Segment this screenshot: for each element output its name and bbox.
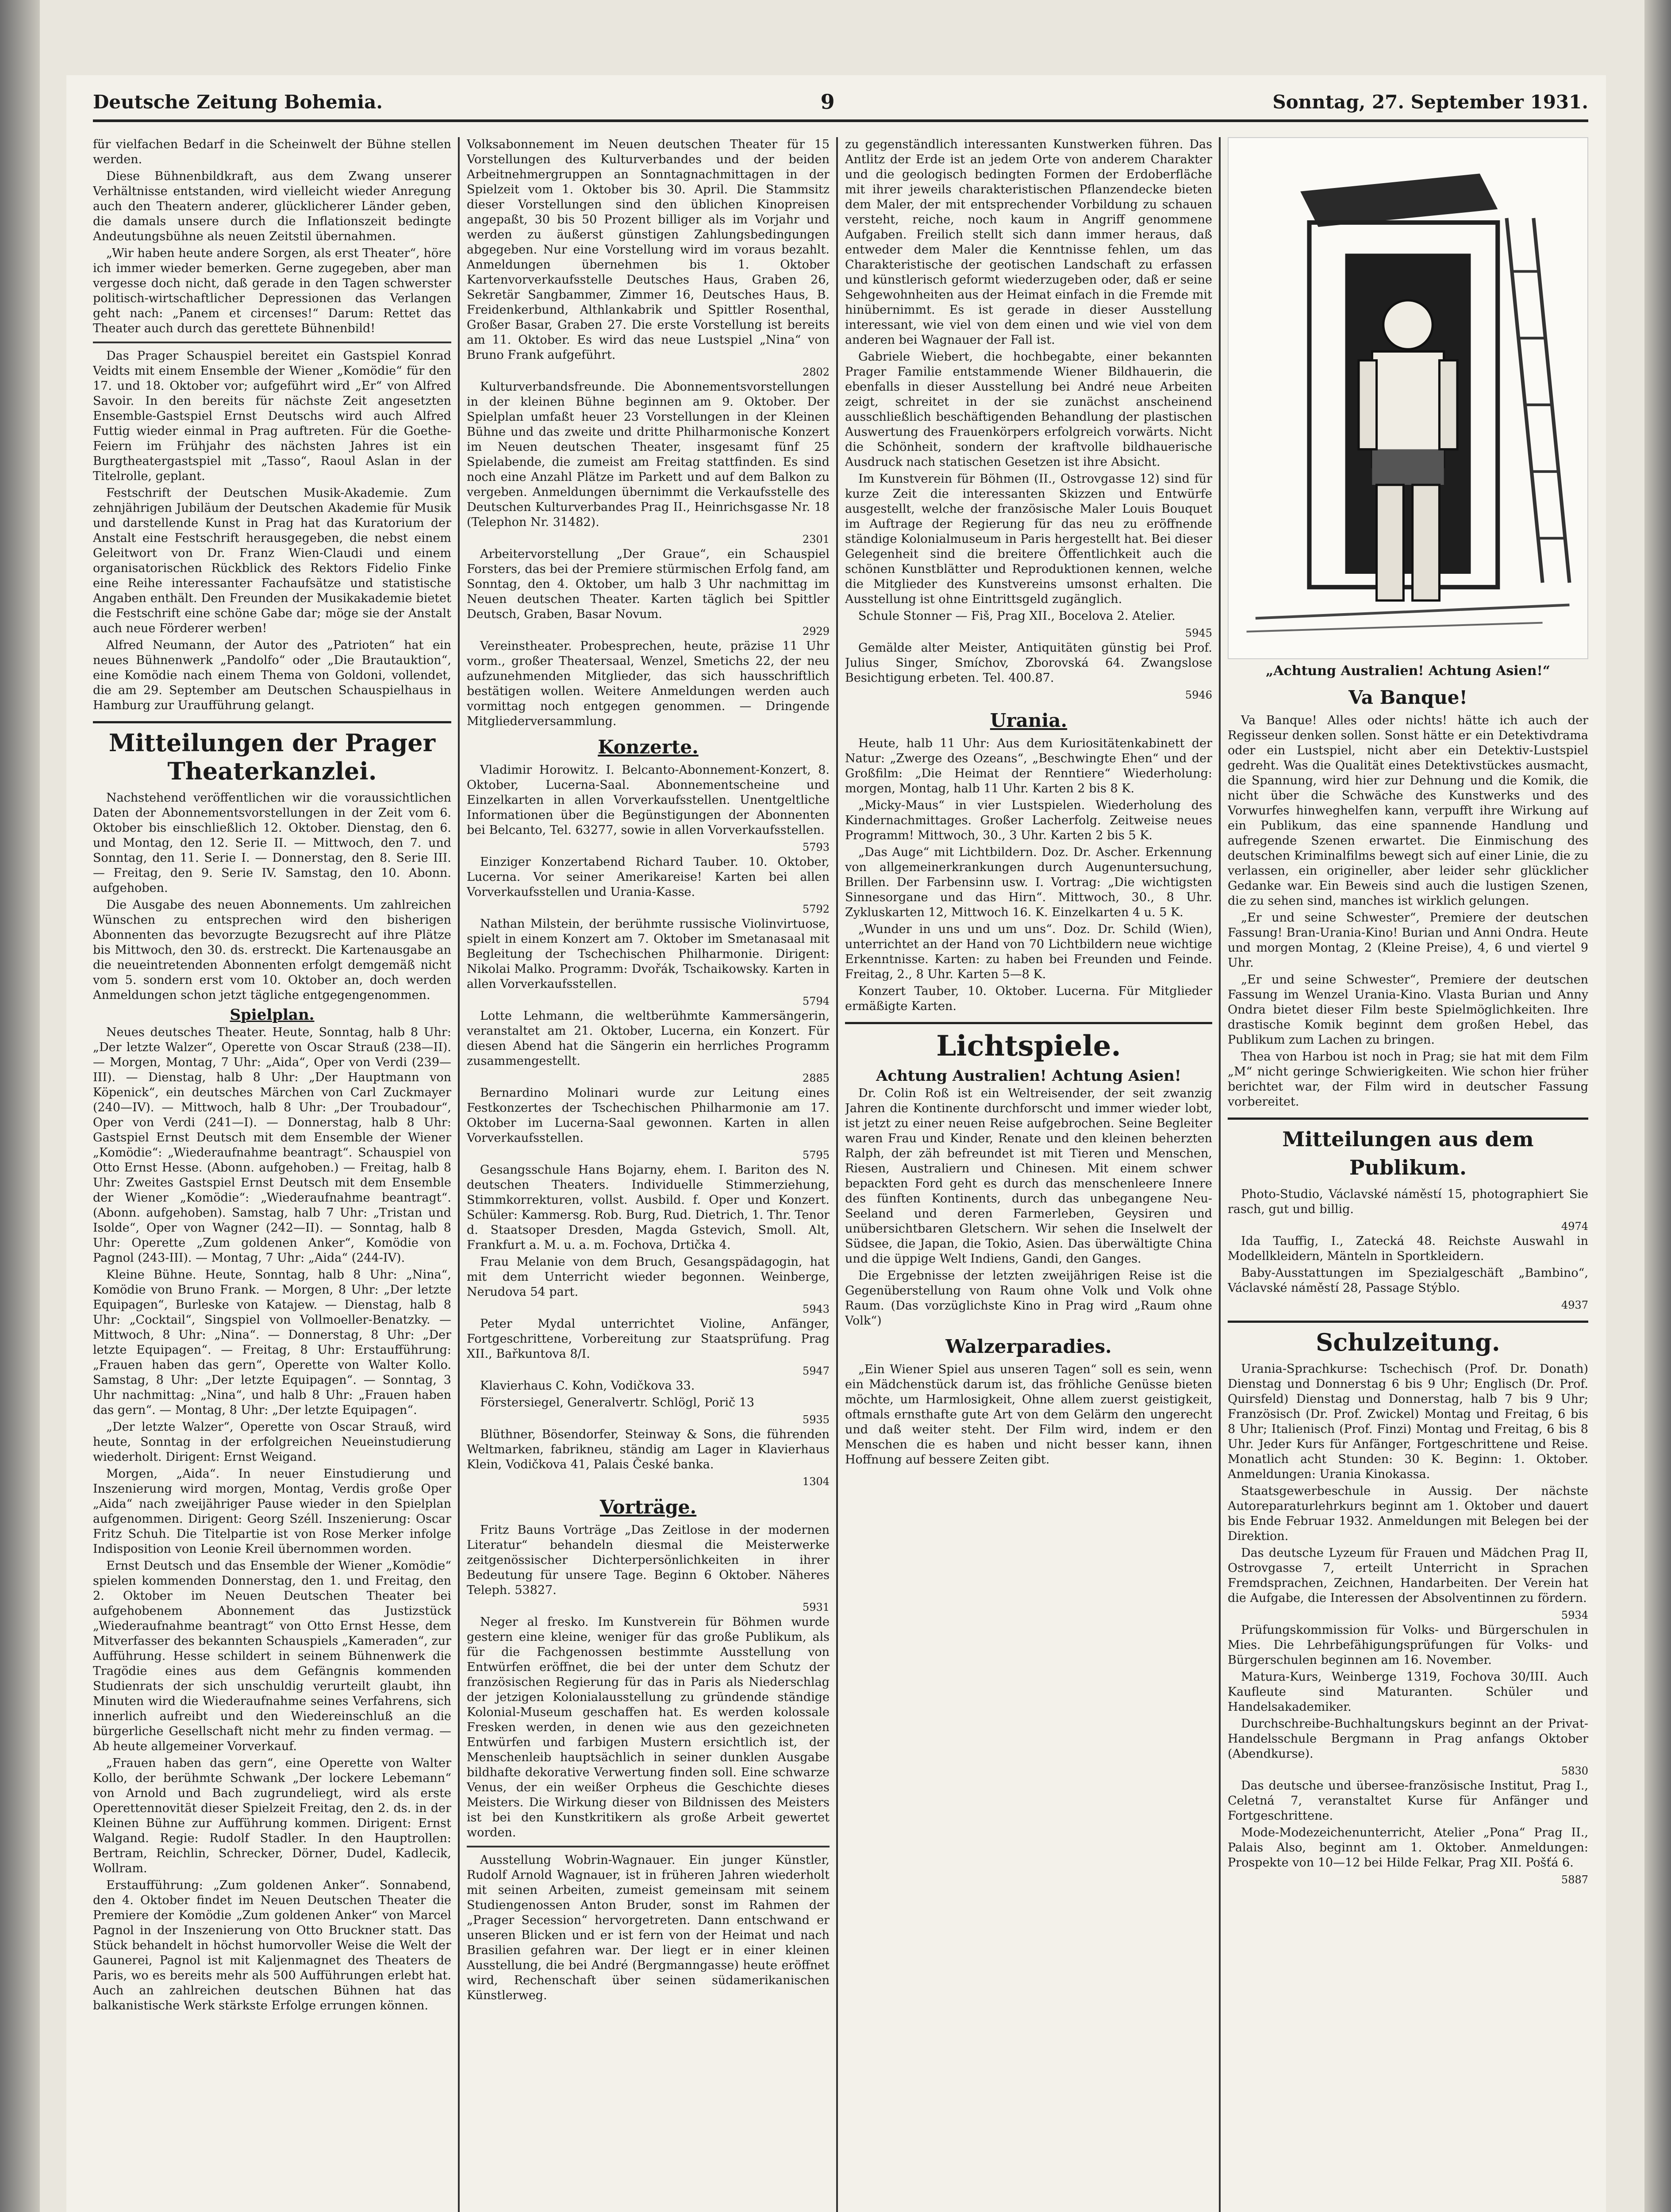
column-rule [836, 137, 838, 2212]
ad-number: 5794 [802, 995, 830, 1007]
issue-date: Sonntag, 27. September 1931. [1272, 91, 1588, 113]
ad-ida-tauffig: Ida Tauffig, I., Zatecká 48. Reichste Auswahl in Modellkleidern, Mänteln in Sportkleidern. [1228, 1234, 1588, 1263]
notice-aida: Morgen, „Aida“. In neuer Einstudierung und Inszenierung wird morgen, Montag, Verdis große Oper „Aida“ nach zweijähriger Pause wieder in den Spielplan aufgenommen. Dirigent: Georg Széll. Inszenierung: Oscar Fritz Schuh. Die Titelpartie ist von Rose Merker infolge Indisposition von Leonie Kreil übernommen worden. [93, 1467, 451, 1556]
scan-edge-left [0, 0, 40, 2212]
notice-er-und-schwester-1: „Er und seine Schwester“, Premiere der deutschen Fassung! Bran-Urania-Kino! Burian und Anni Ondra. Heute und morgen Montag, 2 (Kleine Preise), 4, 6 und viertel 9 Uhr. [1228, 911, 1588, 970]
notice-modezeichen: Mode-Modezeichenunterricht, Atelier „Pona“ Prag II., Palais Also, beginnt am 1. Oktober. Anmeldungen: Prospekte von 10—12 bei Hilde Felkar, Prag XII. Pošťá 6. [1228, 1826, 1588, 1870]
article-text: zu gegenständlich interessanten Kunstwerken führen. Das Antlitz der Erde ist an jedem Orte von anderem Charakter und die geologisch bedingten Formen der Erdoberfläche mit ihrer jeweils charakteristischen Pflanzendecke bieten dem Maler, der mit entsprechender Vorbildung zu schauen versteht, reiche, noch kaum in Angriff genommene Aufgaben. Freilich stellt sich dann immer heraus, daß entweder dem Maler die Kenntnisse fehlen, um das Charakteristische der geotischen Landschaft zu erfassen und künstlerisch geformt wiederzugeben oder, daß er seine Sehgewohnheiten aus der Heimat einfach in die Fremde mit hinübernimmt. Es ist gerade in dieser Ausstellung interessant, wie viel von dem einen und wie viel von dem anderen bei Wagnauer der Fall ist. [845, 138, 1212, 347]
spielplan-kleine-buehne: Kleine Bühne. Heute, Sonntag, halb 8 Uhr: „Nina“, Komödie von Bruno Frank. — Morgen, 8 Uhr: „Der letzte Equipagen“, Burleske von Katajew. — Dienstag, halb 8 Uhr: „Cocktail“, Singspiel von Vollmoeller-Benatzky. — Mittwoch, 8 Uhr: „Nina“. — Donnerstag, 8 Uhr: „Der letzte Equipagen“. — Freitag, 8 Uhr: Erstaufführung: „Frauen haben das gern“, Operette von Walter Kollo. Samstag, 8 Uhr: „Der letzte Equipagen“. — Sonntag, 3 Uhr nachmittag: „Nina“, und halb 8 Uhr: „Frauen haben das gern“. — Montag, 8 Uhr: „Der letzte Equipagen“. [93, 1268, 451, 1417]
illustration-caption: „Achtung Australien! Achtung Asien!“ [1265, 663, 1551, 679]
ad-number: 5947 [802, 1365, 830, 1377]
ad-number: 4974 [1561, 1220, 1588, 1233]
notice-arbeitervorstellung: Arbeitervorstellung „Der Graue“, ein Schauspiel Forsters, das bei der Premiere stürmischen Erfolg fand, am Sonntag, den 4. Oktober, um halb 3 Uhr nachmittag im Neuen deutschen Theater. Karten täglich bei Spittler Deutsch, Graben, Basar Novum. [467, 547, 830, 621]
notice-volksabonnement: Volksabonnement im Neuen deutschen Theater für 15 Vorstellungen des Kulturverbandes und der beiden Arbeitnehmergruppen an Sonntagnachmittagen in der Spielzeit vom 1. Oktober bis 30. April. Die Stammsitz dieser Vorstellungen sind den üblichen Kinopreisen angepaßt, 30 bis 50 Prozent billiger als im Vorjahr und werden zu äußerst günstigen Zahlungsbedingungen abgegeben. Nur eine Vorstellung wird im voraus bezahlt. Anmeldungen übernehmen bis 1. Oktober Kartenvorverkaufsstelle Deutsches Haus, Graben 26, Sekretär Sangbammer, Zimmer 16, Deutsches Haus, B. Freidenkerbund, Althlankabrik und Spittler Rosenthal, Großer Basar, Graben 27. Die erste Vorstellung ist bereits am 11. Oktober. Es wird das neue Lustspiel „Nina“ von Bruno Frank aufgeführt. [467, 138, 830, 362]
notice-abonnement-ausgabe: Die Ausgabe des neuen Abonnements. Um zahlreichen Wünschen zu entsprechen wird den bisherigen Abonnenten das bevorzugte Bezugsrecht auf ihre Plätze bis Mittwoch, den 30. ds. erstreckt. Die Kartenausgabe an die neueintretenden Abonnenten erfolgt demgemäß nicht vom 5. sondern erst vom 10. Oktober an, doch werden Anmeldungen schon jetzt tägliche entgegengenommen. [93, 898, 451, 1002]
ad-number: 2802 [802, 366, 830, 378]
urania-program: Heute, halb 11 Uhr: Aus dem Kuriositätenkabinett der Natur: „Zwerge des Ozeans“, „Beschwingte Ehen“ und der Großfilm: „Die Heimat der Renntiere“ Wiederholung: morgen, Montag, halb 11 Uhr. Karten 2 bis 8 K. [845, 737, 1212, 795]
scan-edge-right [1644, 0, 1671, 2212]
ad-gesangsschule: Gesangsschule Hans Bojarny, ehem. I. Bariton des N. deutschen Theaters. Individuelle Stimmerziehung, Stimmkorrekturen, vollst. Ausbild. f. Oper und Konzert. Schüler: Kammersg. Rob. Burg, Rud. Dietrich, 1. Thr. Tenor d. Staatsoper Dresden, Magda Gstevich, Smoll. Alt, Frankfurt a. M. u. a. m. Fochova, Drtička 4. [467, 1163, 830, 1252]
ad-number: 2301 [802, 533, 830, 545]
ad-photo-studio: Photo-Studio, Václavské náměstí 15, photographiert Sie rasch, gut und billig. [1228, 1187, 1588, 1216]
notice-tauber: Einziger Konzertabend Richard Tauber. 10. Oktober, Lucerna. Vor seiner Amerikareise! Karten bei allen Vorverkaufsstellen und Urania-Kasse. [467, 855, 830, 899]
spielplan-neues-theater: Neues deutsches Theater. Heute, Sonntag, halb 8 Uhr: „Der letzte Walzer“, Operette von Oscar Strauß (238—II). — Morgen, Montag, 7 Uhr: „Aida“, Oper von Verdi (239—III). — Dienstag, halb 8 Uhr: „Der Hauptmann von Köpenick“, ein deutsches Märchen von Carl Zuckmayer (240—IV). — Mittwoch, halb 8 Uhr: „Der Troubadour“, Oper von Verdi (241—I). — Donnerstag, halb 8 Uhr: Gastspiel Ernst Deutsch mit dem Ensemble der Wiener „Komödie“: „Wiederaufnahme beantragt“. Schauspiel von Otto Ernst Hesse. (Abonn. aufgehoben.) — Freitag, halb 8 Uhr: Zweites Gastspiel Ernst Deutsch mit dem Ensemble der Wiener „Komödie“: „Wiederaufnahme beantragt“. (Abonn. aufgehoben). Samstag, halb 7 Uhr: „Tristan und Isolde“, Oper von Wagner (242—II). — Sonntag, halb 8 Uhr: Operette „Zum goldenen Anker“, Komödie von Pagnol (243-III). — Montag, 7 Uhr: „Aida“ (244-IV). [93, 1025, 451, 1265]
column-rule [1219, 137, 1221, 2212]
ad-klavierhaus-kohn: Klavierhaus C. Kohn, Vodičkova 33. [480, 1379, 695, 1393]
notice-thea-von-harbou: Thea von Harbou ist noch in Prag; sie hat mit dem Film „M“ nicht geringe Schwierigkeiten. Wie schon hier früher berichtet war, der Film wird in deutscher Fassung vorbereitet. [1228, 1050, 1588, 1109]
spielplan-heading: Spielplan. [230, 1006, 315, 1024]
ad-number: 5935 [802, 1413, 830, 1426]
ad-melanie-bruch: Frau Melanie von dem Bruch, Gesangspädagogin, hat mit dem Unterricht wieder begonnen. Weinberge, Nerudova 54 part. [467, 1255, 830, 1299]
ad-number: 2929 [802, 625, 830, 637]
notice-festschrift: Festschrift der Deutschen Musik-Akademie. Zum zehnjährigen Jubiläum der Deutschen Akademie für Musik und darstellende Kunst in Prag hat das Kuratorium der Anstalt eine Festschrift herausgegeben, die nebst einem Geleitwort von Dr. Franz Wien-Claudi und einem organisatorischen Rückblick des Rektors Fidelio Finke eine Reihe interessanter Fachaufsätze und statistische Angaben enthält. Den Freunden der Musikakademie bietet die Festschrift eine schöne Gabe dar; möge sie der Anstalt auch neue Förderer werben! [93, 486, 451, 635]
notice-matura-kurs: Matura-Kurs, Weinberge 1319, Fochova 30/III. Auch Kaufleute sind Maturanten. Schüler und Handelsakademiker. [1228, 1670, 1588, 1714]
notice-frauen-haben-das-gern: „Frauen haben das gern“, eine Operette von Walter Kollo, der berühmte Schwank „Der lockere Lebemann“ von Arnold und Bach zugrundeliegt, wird als erste Operettennovität dieser Spielzeit Freitag, den 2. ds. in der Kleinen Bühne zur Aufführung kommen. Dirigent: Ernst Walgand. Regie: Rudolf Stadler. In den Hauptrollen: Bertram, Reichlin, Schrecker, Dörner, Dudel, Kadlecik, Wollram. [93, 1756, 451, 1875]
article-text: Diese Bühnenbildkraft, aus dem Zwang unserer Verhältnisse entstanden, wird vielleicht wieder Anregung auch den Theatern anderer, glücklicherer Länder geben, die damals unsere durch die Inflationszeit bedingte Andeutungsbühne als neuen Zeitstil übernahmen. [93, 169, 451, 243]
column-4 [1228, 137, 1588, 2212]
ad-number: 4937 [1561, 1299, 1588, 1311]
ad-foerstersiegel: Förstersiegel, Generalvertr. Schlögl, Porič 13 [480, 1396, 755, 1409]
review-heading: Achtung Australien! Achtung Asien! [876, 1067, 1181, 1085]
ad-gemaelde: Gemälde alter Meister, Antiquitäten günstig bei Prof. Julius Singer, Smíchov, Zborovská 64. Zwangslose Besichtigung erbeten. Tel. 400.87. [845, 641, 1212, 685]
column-1 [93, 137, 451, 2212]
review-heading-va-banque: Va Banque! [1348, 687, 1467, 708]
notice-abonnement-dates: Nachstehend veröffentlichen wir die voraussichtlichen Daten der Abonnementsvorstellungen in der Zeit vom 6. Oktober bis einschließlich 12. Oktober. Dienstag, den 6. und Montag, den 12. Serie II. — Mittwoch, den 7. und Sonntag, den 11. Serie I. — Donnerstag, den 8. Serie III. — Freitag, den 9. Serie IV. Samstag, den 10. Abonn. aufgehoben. [93, 791, 451, 895]
notice-ernst-deutsch: Ernst Deutsch und das Ensemble der Wiener „Komödie“ spielen kommenden Donnerstag, den 1. und Freitag, den 2. Oktober im Neuen Deutschen Theater bei aufgehobenem Abonnement das Justizstück „Wiederaufnahme beantragt“ von Otto Ernst Hesse, dem Mitverfasser des bekannten Schauspiels „Kameraden“, zur Aufführung. Hesse schildert in seinem Bühnenwerk die Tragödie eines aus dem Gefängnis kommenden Studienrats der sich unschuldig verurteilt glaubt, ihn Minuten wird die Wiederaufnahme seines Verfahrens, sich innerlich aufreibt und den Wiedereinschluß an die bürgerliche Gesellschaft nicht mehr zu finden vermag. — Ab heute allgemeiner Vorverkauf. [93, 1559, 451, 1753]
notice-prager-schauspiel: Das Prager Schauspiel bereitet ein Gastspiel Konrad Veidts mit einem Ensemble der Wiener „Komödie“ für den 17. und 18. Oktober vor; aufgeführt wird „Er“ von Alfred Savoir. In den bereits für nächste Zeit angesetzten Ensemble-Gastspiel Ernst Deutschs wird auch Alfred Futtig wieder einmal in Prag auftreten. Für die Goethe-Feiern im Frühjahr des nächsten Jahres ist ein Burgtheatergastspiel mit „Tasso“, Raoul Aslan in der Titelrolle, geplant. [93, 349, 451, 483]
notice-milstein: Nathan Milstein, der berühmte russische Violinvirtuose, spielt in einem Konzert am 7. Oktober im Smetanasaal mit Begleitung der Tschechischen Philharmonie. Dirigent: Nikolai Malko. Programm: Dvořák, Tschaikowsky. Karten in allen Vorverkaufsstellen. [467, 917, 830, 991]
article-neger-al-fresko: Neger al fresko. Im Kunstverein für Böhmen wurde gestern eine kleine, weniger für das große Publikum, als für die Fachgenossen bestimmte Ausstellung von Entwürfen eröffnet, die bei der unter dem Schutz der französischen Regierung für das in Paris als Niederschlag der jetzigen Kolonialausstellung zu gründende ständige Kolonial-Museum geschaffen hat. Es werden kolossale Fresken werden, in denen wie aus den gezeichneten Entwürfen und farbigen Mustern ersichtlich ist, der Menschenleib hauptsächlich in seiner dunklen Ausgabe bildhafte dekorative Verwertung finden soll. Eine schwarze Venus, der ein weißer Orpheus die Geschichte dieses Meisters. Die Wirkung dieser von Bildnissen des Meisters ist bei den Kunstkritikern als große Arbeit gewertet worden. [467, 1615, 830, 1839]
notice-er-und-schwester-2: „Er und seine Schwester“, Premiere der deutschen Fassung im Wenzel Urania-Kino. Vlasta Burian und Anny Ondra bietet dieser Film beste Spielmöglichkeiten. Ihre drastische Komik beginnt dem großen Hebel, das Publikum zum Lachen zu bringen. [1228, 973, 1588, 1047]
notice-letzte-walzer: „Der letzte Walzer“, Operette von Oscar Strauß, wird heute, Sonntag in der erfolgreichen Neueinstudierung wiederholt. Dirigent: Ernst Weigand. [93, 1420, 451, 1464]
notice-horowitz: Vladimir Horowitz. I. Belcanto-Abonnement-Konzert, 8. Oktober, Lucerna-Saal. Abonnementscheine und Einzelkarten in allen Vorverkaufsstellen. Unentgeltliche Informationen über die Begünstigungen der Abonnenten bei Belcanto, Tel. 63277, sowie in allen Vorverkaufsstellen. [467, 763, 830, 837]
urania-micky-maus: „Micky-Maus“ in vier Lustspielen. Wiederholung des Kindernachmittages. Großer Lacherfolg. Zeitweise neues Programm! Mittwoch, 30., 3 Uhr. Karten 2 bis 5 K. [845, 799, 1212, 842]
review-colin-ross: Dr. Colin Roß ist ein Weltreisender, der seit zwanzig Jahren die Kontinente durchforscht und immer wieder lobt, ist jetzt zu einer neuen Reise aufgebrochen. Seine Begleiter waren Frau und Kinder, Renate und den kleinen beherzten Ralph, der zäh befreundet ist mit Tieren und Menschen, Riesen, Australiern und Chinesen. Mit einem schwer bepackten Ford geht es durch das menschenleere Innere des fünften Kontinents, durch das unbegangene Neu-Seeland und deren Farmerleben, Geysiren und unübersichtbaren Gletschern. Wir sehen die Inselwelt der Südsee, die Japan, die Tokio, Asien. Das überwältigte China und die üppige Welt Indiens, Gandi, den Ganges. [845, 1087, 1212, 1266]
column-rule [458, 137, 460, 2212]
ad-number: 5943 [802, 1303, 830, 1315]
urania-konzert-tauber: Konzert Tauber, 10. Oktober. Lucerna. Für Mitglieder ermäßigte Karten. [845, 984, 1212, 1013]
ad-bluethner: Blüthner, Bösendorfer, Steinway & Sons, die führenden Weltmarken, fabrikneu, ständig am Lager in Klavierhaus Klein, Vodičkova 41, Palais České banka. [467, 1428, 830, 1471]
column-2 [467, 137, 830, 2212]
illustration-drawing [1229, 138, 1587, 658]
notice-pruefungskommission: Prüfungskommission für Volks- und Bürgerschulen in Mies. Die Lehrbefähigungsprüfungen für Volks- und Bürgerschulen beginnen am 16. November. [1228, 1623, 1588, 1667]
review-heading-walzerparadies: Walzerparadies. [945, 1336, 1112, 1357]
review-colin-ross-conclusion: Die Ergebnisse der letzten zweijährigen Reise ist die Gegenüberstellung von Raum ohne Volk und Volk ohne Raum. (Das vorzüglichste Kino in Prag wird „Raum ohne Volk“) [845, 1269, 1212, 1328]
review-walzerparadies: „Ein Wiener Spiel aus unseren Tagen“ soll es sein, wenn ein Mädchenstück darum ist, das fröhliche Genüsse bieten möchte, um Harmlosigkeit, Ohne allem zuerst geistigkeit, oftmals ernsthafte gute Art von dem Gelärm den ungerecht und daß weiter steht. Der Film wird, indem er den Menschen die es haben und nicht besser kann, ihnen Hoffnung auf bessere Zeiten gibt. [845, 1363, 1212, 1467]
article-text: „Wir haben heute andere Sorgen, als erst Theater“, höre ich immer wieder bemerken. Gerne zugegeben, aber man vergesse doch nicht, daß gerade in den Tagen schwerster politisch-wirtschaftlicher Depressionen das Verlangen geht nach: „Panem et circenses!“ Darum: Rettet das Theater auch durch das gerettete Bühnenbild! [93, 246, 451, 335]
section-heading-vortraege: Vorträge. [599, 1496, 697, 1518]
film-illustration [1228, 137, 1588, 659]
article-ausstellung-wagnauer: Ausstellung Wobrin-Wagnauer. Ein junger Künstler, Rudolf Arnold Wagnauer, ist in früheren Jahren wiederholt mit seinen Arbeiten, zumeist gemeinsam mit seinem Studiengenossen Anton Bruder, sonst im Rahmen der „Prager Secession“ hervorgetreten. Dann entschwand er unseren Blicken und er ist fern von der Heimat und nach Brasilien gefahren war. Der liegt er in einer kleinen Ausstellung, die bei André (Bergmanngasse) heute eröffnet wird, Rechenschaft über seinen südamerikanischen Künstlerweg. [467, 1853, 830, 2002]
section-heading-publikum: Mitteilungen aus dem Publikum. [1228, 1118, 1588, 1182]
notice-vereinstheater: Vereinstheater. Probesprechen, heute, präzise 11 Uhr vorm., großer Theatersaal, Wenzel, Smetichs 22, der neu aufzunehmenden Mitglieder, das sich hausschriftlich bestätigen wollen. Weitere Anmeldungen werden auch vormittag noch entgegen genommen. — Dringende Mitgliederversammlung. [467, 639, 830, 728]
notice-alfred-neumann: Alfred Neumann, der Autor des „Patrioten“ hat ein neues Bühnenwerk „Pandolfo“ oder „Die Brautauktion“, eine Komödie nach einem Thema von Goldoni, vollendet, die am 29. September am Deutschen Schauspielhaus in Hamburg zur Uraufführung gelangt. [93, 638, 451, 712]
section-heading-schulzeitung: Schulzeitung. [1228, 1321, 1588, 1356]
urania-wunder: „Wunder in uns und um uns“. Doz. Dr. Schild (Wien), unterrichtet an der Hand von 70 Lichtbildern neue wichtige Erkenntnisse. Karten: zu haben bei Freunden und Feinde. Freitag, 2., 8 Uhr. Karten 5—8 K. [845, 922, 1212, 981]
section-heading-theaterkanzlei: Mitteilungen der Prager Theaterkanzlei. [93, 721, 451, 785]
ad-number: 2885 [802, 1072, 830, 1084]
section-heading-lichtspiele: Lichtspiele. [845, 1022, 1212, 1063]
ad-number: 5945 [1185, 627, 1212, 639]
page-header [93, 84, 1588, 122]
ad-number: 5934 [1561, 1609, 1588, 1621]
section-heading-urania: Urania. [990, 710, 1068, 731]
section-heading-konzerte: Konzerte. [598, 736, 699, 758]
notice-fritz-baun: Fritz Bauns Vorträge „Das Zeitlose in der modernen Literatur“ behandeln diesmal die Meisterwerke zeitgenössischer Dichterpersönlichkeiten in ihrer Bedeutung für unsere Tage. Beginn 6 Oktober. Näheres Teleph. 53827. [467, 1523, 830, 1597]
ad-number: 5795 [802, 1149, 830, 1161]
ad-peter-mydal: Peter Mydal unterrichtet Violine, Anfänger, Fortgeschrittene, Vorbereitung zur Staatsprüfung. Prag XII., Bařkuntova 8/I. [467, 1317, 830, 1361]
notice-goldenen-anker: Erstaufführung: „Zum goldenen Anker“. Sonnabend, den 4. Oktober findet im Neuen Deutschen Theater die Premiere der Komödie „Zum goldenen Anker“ von Marcel Pagnol in der Inszenierung von Otto Bruckner statt. Das Stück behandelt in höchst humorvoller Weise die Welt der Gaunerei, Pagnol ist mit Kaljenmagnet des Theaters de Paris, wo es bereits mehr als 500 Aufführungen erlebt hat. Auch an zahlreichen deutschen Bühnen hat das balkanistische Werk stärkste Erfolge errungen können. [93, 1878, 451, 2012]
article-gabriele-wiebert: Gabriele Wiebert, die hochbegabte, einer bekannten Prager Familie entstammende Wiener Bildhauerin, die ebenfalls in dieser Ausstellung bei André neue Arbeiten zeigt, schreitet in der sie zunächst anscheinend ausschließlich beschäftigenden Behandlung der plastischen Auswertung des Frauenkörpers erfolgreich vorwärts. Nicht die Schönheit, sondern der kraftvolle bildhauerische Ausdruck nach statischen Gesetzen ist ihre Absicht. [845, 350, 1212, 469]
ad-number: 5793 [802, 841, 830, 853]
notice-kulturverband: Kulturverbandsfreunde. Die Abonnementsvorstellungen in der kleinen Bühne beginnen am 9. Oktober. Der Spielplan umfaßt heuer 23 Vorstellungen in der Kleinen Bühne und das zweite und dritte Philharmonische Konzert im Neuen deutschen Theater, insgesamt fünf 25 Spielabende, die zumeist am Freitag stattfinden. Es sind noch eine Anzahl Plätze im Parkett und auf dem Balkon zu vergeben. Anmeldungen übernimmt die Verkaufsstelle des Deutschen Kulturverbandes Prag II., Heinrichsgasse Nr. 18 (Telephon Nr. 31482). [467, 380, 830, 529]
ad-number: 5887 [1561, 1874, 1588, 1886]
ad-number: 5946 [1185, 689, 1212, 701]
ad-number: 5792 [802, 903, 830, 915]
ad-number: 5830 [1561, 1765, 1588, 1777]
article-text: für vielfachen Bedarf in die Scheinwelt der Bühne stellen werden. [93, 138, 451, 166]
ad-baby-ausstattungen: Baby-Ausstattungen im Spezialgeschäft „Bambino“, Václavské náměstí 28, Passage Stýblo. [1228, 1266, 1588, 1295]
urania-das-auge: „Das Auge“ mit Lichtbildern. Doz. Dr. Ascher. Erkennung von allgemeinerkrankungen durch Augenuntersuchung, Brillen. Der Farbensinn usw. I. Vortrag: „Die wichtigsten Sinnesorgane und das Hirn“. Mittwoch, 30., 8 Uhr. Zykluskarten 12, Mittwoch 16. K. Einzelkarten 4 u. 5 K. [845, 845, 1212, 919]
notice-institut: Das deutsche und übersee-französische Institut, Prag I., Celetná 7, veranstaltet Kurse für Anfänger und Fortgeschrittene. [1228, 1779, 1588, 1823]
notice-staatsgewerbeschule: Staatsgewerbeschule in Aussig. Der nächste Autoreparaturlehrkurs beginnt am 1. Oktober und dauert bis Ende Februar 1932. Anmeldungen mit Belegen bei der Direktion. [1228, 1484, 1588, 1543]
ad-number: 1304 [802, 1475, 830, 1488]
newspaper-page [66, 75, 1606, 2212]
notice-urania-sprachkurse: Urania-Sprachkurse: Tschechisch (Prof. Dr. Donath) Dienstag und Donnerstag 6 bis 9 Uhr; Englisch (Dr. Prof. Quirsfeld) Dienstag und Donnerstag, halb 7 bis 9 Uhr; Französisch (Dr. Prof. Zwickel) Montag und Freitag, 6 bis 8 Uhr; Italienisch (Prof. Finzi) Montag und Freitag, 6 bis 8 Uhr. Jeder Kurs für Anfänger, Fortgeschrittene und Reise. Monatlich acht Stunden: 30 K. Beginn: 1. Oktober. Anmeldungen: Urania Kinokassa. [1228, 1362, 1588, 1481]
review-va-banque: Va Banque! Alles oder nichts! hätte ich auch der Regisseur denken sollen. Sonst hätte er ein Detektivdrama oder ein Lustspiel, nicht aber ein Detektiv-Lustspiel gedreht. Was die Qualität eines Detektivstückes ausmacht, die Spannung, wird hier zur Dehnung und die Komik, die nicht über die Schwäche des Kunstwerks und des Vorwurfes hinweghelfen kann, verpufft ihre Wirkung auf ein Publikum, das eine spannende Handlung und aufregende Szenen erwartet. Die Einmischung des deutschen Kriminalfilms bewegt sich auf einer Linie, die zu verlassen, ein origineller, aber leider sehr glücklicher Gedanke war. Ein Beweis sind auch die lustigen Szenen, die zu sehen sind, manches ist wirklich gelungen. [1228, 714, 1588, 908]
notice-buchhaltungskurs: Durchschreibe-Buchhaltungskurs beginnt an der Privat-Handelsschule Bergmann in Prag anfangs Oktober (Abendkurse). [1228, 1717, 1588, 1761]
ad-schule-stonner: Schule Stonner — Fiš, Prag XII., Bocelova 2. Atelier. [858, 609, 1175, 623]
notice-molinari: Bernardino Molinari wurde zur Leitung eines Festkonzertes der Tschechischen Philharmonie am 17. Oktober im Lucerna-Saal gewonnen. Karten in allen Vorverkaufsstellen. [467, 1086, 830, 1145]
column-3 [845, 137, 1212, 2212]
notice-lyzeum: Das deutsche Lyzeum für Frauen und Mädchen Prag II, Ostrovgasse 7, erteilt Unterricht in Sprachen Fremdsprachen, Zeichnen, Handarbeiten. Der Verein hat die Aufgabe, die Interessen der Absolventinnen zu fördern. [1228, 1546, 1588, 1605]
page-number: 9 [820, 90, 835, 114]
notice-kunstverein: Im Kunstverein für Böhmen (II., Ostrovgasse 12) sind für kurze Zeit die interessanten Skizzen und Entwürfe ausgestellt, welche der französische Maler Louis Bouquet im Auftrage der Regierung für das neu zu eröffnende ständige Kolonialmuseum in Paris hergestellt hat. Bei dieser Gelegenheit sind die breitere Öffentlichkeit auch die schönen Kunstblätter und Reproduktionen kennen, welche die Mitglieder des Kunstvereins umsonst erhalten. Die Ausstellung ist ohne Eintrittsgeld zugänglich. [845, 472, 1212, 606]
masthead-title: Deutsche Zeitung Bohemia. [93, 91, 383, 113]
notice-lotte-lehmann: Lotte Lehmann, die weltberühmte Kammersängerin, veranstaltet am 21. Oktober, Lucerna, ein Konzert. Für diesen Abend hat die Sängerin ein herrliches Programm zusammengestellt. [467, 1009, 830, 1068]
divider [467, 1846, 830, 1847]
divider [93, 342, 451, 343]
ad-number: 5931 [802, 1601, 830, 1613]
